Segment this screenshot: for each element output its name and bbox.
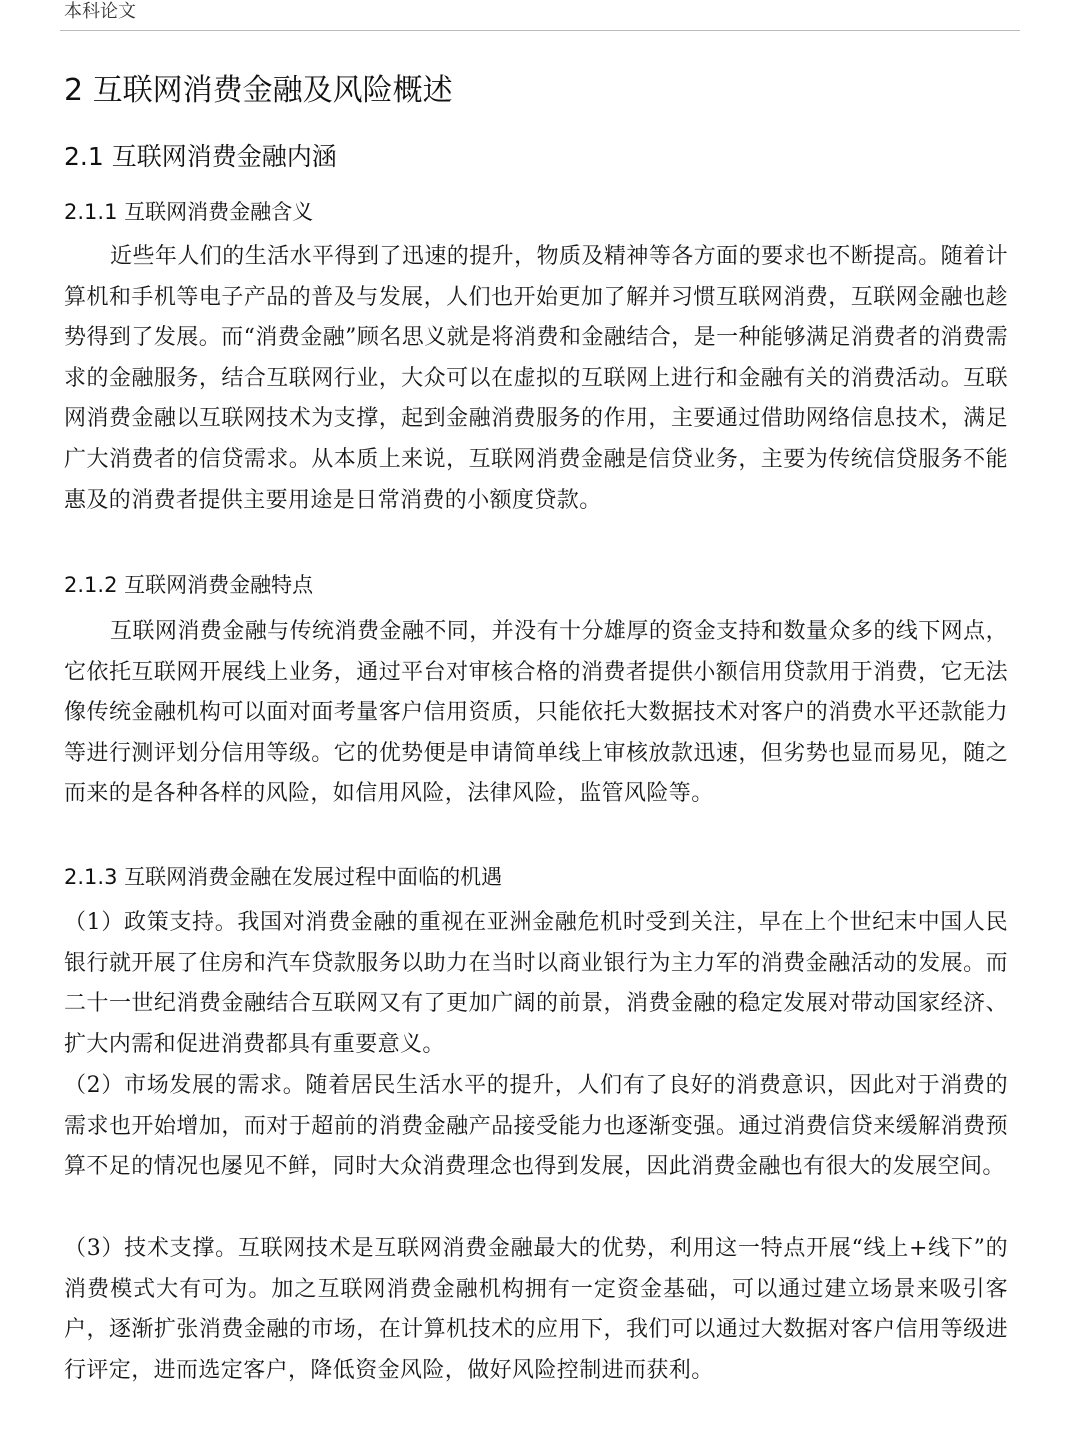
list-item-policy-support: （1）政策支持。我国对消费金融的重视在亚洲金融危机时受到关注，早在上个世纪末中国人民银行就开展了住房和汽车贷款服务以助力在当时以商业银行为主力军的消费金融活动的发展。而二十一世纪消费金融结合互联网又有了更加广阔的前景，消费金融的稳定发展对带动国家经济、扩大内需和促进消费都具有重要意义。 (64, 910, 1008, 1057)
subsection-title-2-1-2: 2.1.2 互联网消费金融特点 (64, 573, 314, 597)
subsection-title-2-1-1: 2.1.1 互联网消费金融含义 (64, 200, 314, 224)
header-divider (60, 30, 1020, 31)
paragraph-2-1-2: 互联网消费金融与传统消费金融不同，并没有十分雄厚的资金支持和数量众多的线下网点，它依托互联网开展线上业务，通过平台对审核合格的消费者提供小额信用贷款用于消费，它无法像传统金融机构可以面对面考量客户信用资质，只能依托大数据技术对客户的消费水平还款能力等进行测评划分信用等级。它的优势便是申请简单线上审核放款迅速，但劣势也显而易见，随之而来的是各种各样的风险，如信用风险，法律风险，监管风险等。 (64, 619, 1008, 807)
running-header: 本科论文 (64, 1, 136, 22)
paragraph-2-1-1: 近些年人们的生活水平得到了迅速的提升，物质及精神等各方面的要求也不断提高。随着计算机和手机等电子产品的普及与发展，人们也开始更加了解并习惯互联网消费，互联网金融也趁势得到了发展。而“消费金融”顾名思义就是将消费和金融结合，是一种能够满足消费者的消费需求的金融服务，结合互联网行业，大众可以在虚拟的互联网上进行和金融有关的消费活动。互联网消费金融以互联网技术为支撑，起到金融消费服务的作用，主要通过借助网络信息技术，满足广大消费者的信贷需求。从本质上来说，互联网消费金融是信贷业务，主要为传统信贷服务不能惠及的消费者提供主要用途是日常消费的小额度贷款。 (64, 244, 1008, 513)
list-item-market-demand: （2）市场发展的需求。随着居民生活水平的提升，人们有了良好的消费意识，因此对于消费的需求也开始增加，而对于超前的消费金融产品接受能力也逐渐变强。通过消费信贷来缓解消费预算不足的情况也屡见不鲜，同时大众消费理念也得到发展，因此消费金融也有很大的发展空间。 (64, 1073, 1008, 1180)
chapter-title: 2 互联网消费金融及风险概述 (64, 73, 453, 108)
subsection-title-2-1-3: 2.1.3 互联网消费金融在发展过程中面临的机遇 (64, 865, 503, 889)
section-title: 2.1 互联网消费金融内涵 (64, 142, 337, 171)
list-item-technology-support: （3）技术支撑。互联网技术是互联网消费金融最大的优势，利用这一特点开展“线上+线下”的消费模式大有可为。加之互联网消费金融机构拥有一定资金基础，可以通过建立场景来吸引客户，逐渐扩张消费金融的市场，在计算机技术的应用下，我们可以通过大数据对客户信用等级进行评定，进而选定客户，降低资金风险，做好风险控制进而获利。 (64, 1236, 1008, 1383)
